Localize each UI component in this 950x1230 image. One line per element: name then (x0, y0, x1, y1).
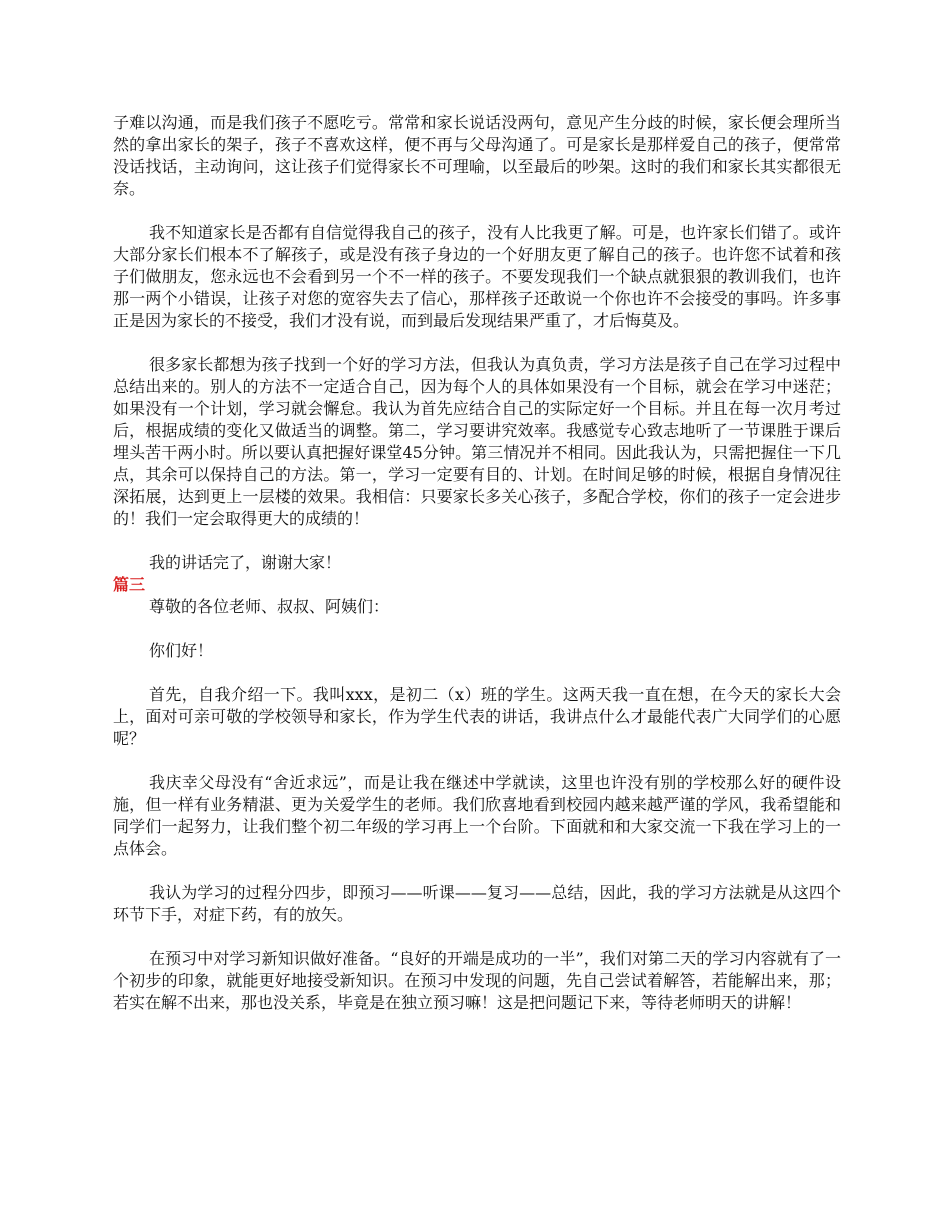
paragraph: 很多家长都想为孩子找到一个好的学习方法，但我认为真负责，学习方法是孩子自己在学习过程中总结出来的。别人的方法不一定适合自己，因为每个人的具体如果没有一个目标，就会在学习中迷茫；如果没有一个计划，学习就会懈怠。我认为首先应结合自己的实际定好一个目标。并且在每一次月考过后，根据成绩的变化又做适当的调整。第二，学习要讲究效率。我感觉专心致志地听了一节课胜于课后埋头苦干两小时。所以要认真把握好课堂45分钟。第三情况并不相同。因此我认为，只需把握住一下几点，其余可以保持自己的方法。第一，学习一定要有目的、计划。在时间足够的时候，根据自身情况往深拓展，达到更上一层楼的效果。我相信：只要家长多关心孩子，多配合学校，你们的孩子一定会进步的！我们一定会取得更大的成绩的！ (113, 355, 841, 528)
document-page (113, 112, 841, 1036)
paragraph: 子难以沟通，而是我们孩子不愿吃亏。常常和家长说话没两句，意见产生分歧的时候，家长便会理所当然的拿出家长的架子，孩子不喜欢这样，便不再与父母沟通了。可是家长是那样爱自己的孩子，便常常没话找话，主动询问，这让孩子们觉得家长不可理喻，以至最后的吵架。这时的我们和家长其实都很无奈。 (113, 113, 841, 198)
salutation: 尊敬的各位老师、叔叔、阿姨们： (149, 597, 390, 616)
paragraph: 首先，自我介绍一下。我叫xxx，是初二（x）班的学生。这两天我一直在想，在今天的家长大会上，面对可亲可敬的学校领导和家长，作为学生代表的讲话，我讲点什么才最能代表广大同学们的心愿呢？ (113, 685, 841, 748)
paragraph: 我庆幸父母没有“舍近求远”，而是让我在继述中学就读，这里也许没有别的学校那么好的硬件设施，但一样有业务精湛、更为关爱学生的老师。我们欣喜地看到校园内越来越严谨的学风，我希望能和同学们一起努力，让我们整个初二年级的学习再上一个台阶。下面就和和大家交流一下我在学习上的一点体会。 (113, 773, 841, 858)
paragraph: 我不知道家长是否都有自信觉得我自己的孩子，没有人比我更了解。可是，也许家长们错了。或许大部分家长们根本不了解孩子，或是没有孩子身边的一个好朋友更了解自己的孩子。也许您不试着和孩子们做朋友，您永远也不会看到另一个不一样的孩子。不要发现我们一个缺点就狠狠的教训我们，也许那一两个小错误，让孩子对您的宽容失去了信心，那样孩子还敢说一个你也许不会接受的事吗。许多事正是因为家长的不接受，我们才没有说，而到最后发现结果严重了，才后悔莫及。 (113, 223, 841, 330)
section-heading: 篇三 (113, 575, 146, 594)
greeting: 你们好！ (149, 641, 214, 660)
paragraph: 我认为学习的过程分四步，即预习——听课——复习——总结，因此，我的学习方法就是从这四个环节下手，对症下药，有的放矢。 (113, 883, 841, 924)
closing-line: 我的讲话完了，谢谢大家！ (149, 553, 342, 572)
paragraph: 在预习中对学习新知识做好准备。“良好的开端是成功的一半”，我们对第二天的学习内容就有了一个初步的印象，就能更好地接受新知识。在预习中发现的问题，先自己尝试着解答，若能解出来，那；若实在解不出来，那也没关系，毕竟是在独立预习嘛！这是把问题记下来，等待老师明天的讲解！ (113, 949, 841, 1012)
